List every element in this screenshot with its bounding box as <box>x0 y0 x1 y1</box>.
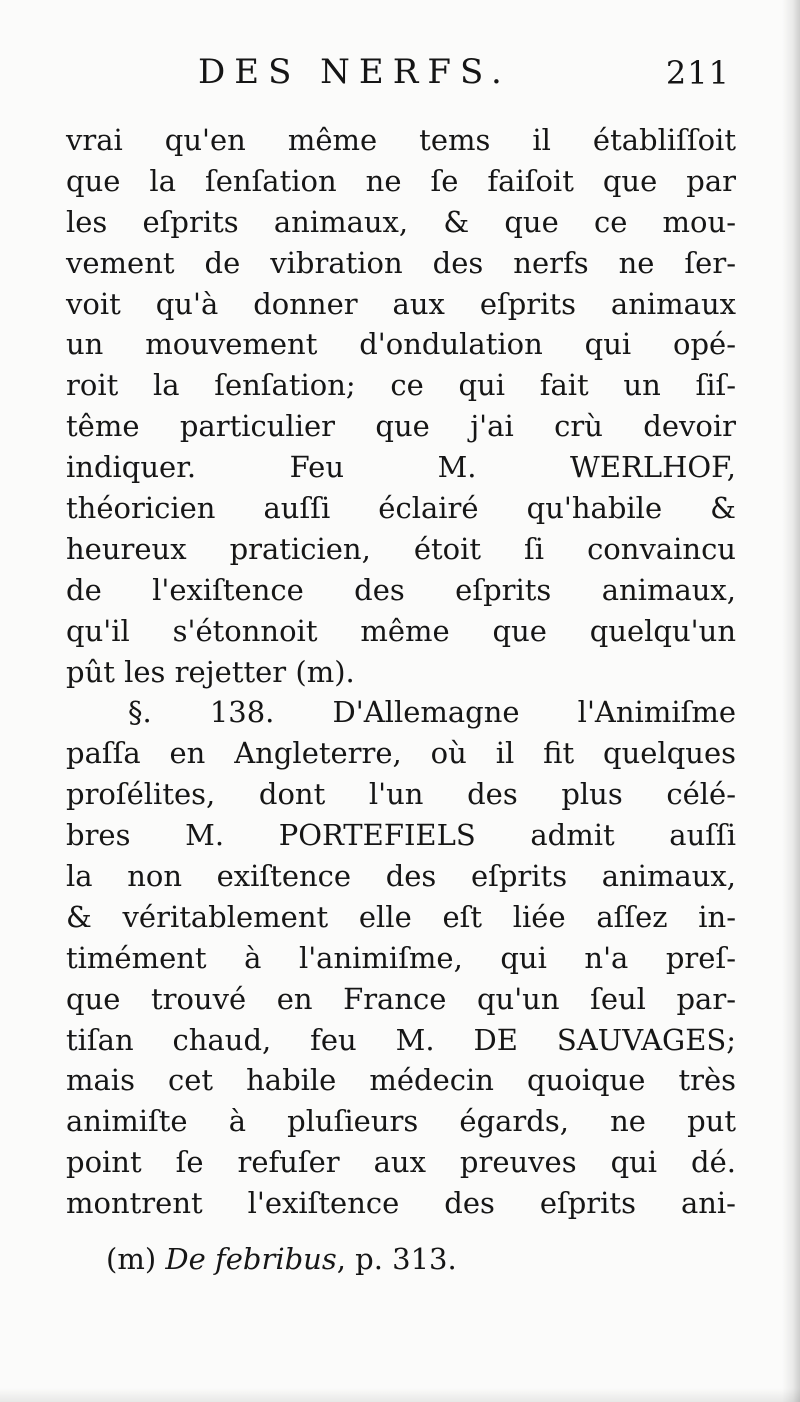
footnote-title: De febribus <box>165 1242 337 1276</box>
text-line: bres M. PORTEFIELS admit auſſi <box>66 818 736 853</box>
text-line: vrai qu'en même tems il établiſſoit <box>66 123 736 157</box>
text-line: un mouvement d'ondulation qui opé- <box>66 327 736 362</box>
text-line: montrent l'exiſtence des eſprits ani- <box>66 1186 736 1221</box>
text-line: proſélites, dont l'un des plus célé- <box>66 777 736 812</box>
running-title: DES NERFS. <box>198 52 511 92</box>
text-line: animiſte à pluſieurs égards, ne put <box>66 1104 736 1139</box>
text-line: voit qu'à donner aux eſprits animaux <box>66 286 736 321</box>
text-line: paſſa en Angleterre, où il fit quelques <box>66 736 736 771</box>
text-line: indiquer. Feu M. WERLHOF, <box>66 450 736 485</box>
page-edge-shadow <box>782 0 800 1402</box>
text-line: tiſan chaud, feu M. DE SAUVAGES; <box>66 1022 736 1057</box>
text-line: de l'exiſtence des eſprits animaux, <box>66 572 736 607</box>
text-line: que trouvé en France qu'un ſeul par- <box>66 981 736 1016</box>
text-line: roit la ſenſation; ce qui fait un ſiſ- <box>66 368 736 403</box>
body-text <box>66 120 736 1224</box>
text-line: timément à l'animiſme, qui n'a preſ- <box>66 940 736 975</box>
text-line: qu'il s'étonnoit même que quelqu'un <box>66 613 736 648</box>
page-bottom-shadow <box>0 1388 800 1402</box>
text-line: mais cet habile médecin quoique très <box>66 1063 736 1098</box>
text-line: les eſprits animaux, & que ce mou- <box>66 204 736 239</box>
text-line: point ſe refuſer aux preuves qui dé. <box>66 1145 736 1180</box>
footnote-reference: , p. 313. <box>336 1242 457 1276</box>
footnote-marker: (m) <box>106 1242 157 1276</box>
text-line: heureux praticien, étoit ſi convaincu <box>66 531 736 566</box>
text-line: pût les rejetter (m). <box>66 654 355 689</box>
text-line: tême particulier que j'ai crù devoir <box>66 409 736 444</box>
page-number: 211 <box>665 54 730 92</box>
text-line: & véritablement elle eſt liée aſſez in- <box>66 899 736 934</box>
running-head <box>198 52 738 102</box>
text-line: théoricien auſſi éclairé qu'habile & <box>66 491 736 526</box>
section-start-line: §. 138. D'Allemagne l'Animiſme <box>128 695 736 730</box>
footnote <box>106 1242 706 1276</box>
text-line: que la ſenſation ne ſe faiſoit que par <box>66 163 736 198</box>
text-line: vement de vibration des nerfs ne ſer- <box>66 245 736 280</box>
text-line: la non exiſtence des eſprits animaux, <box>66 859 736 894</box>
